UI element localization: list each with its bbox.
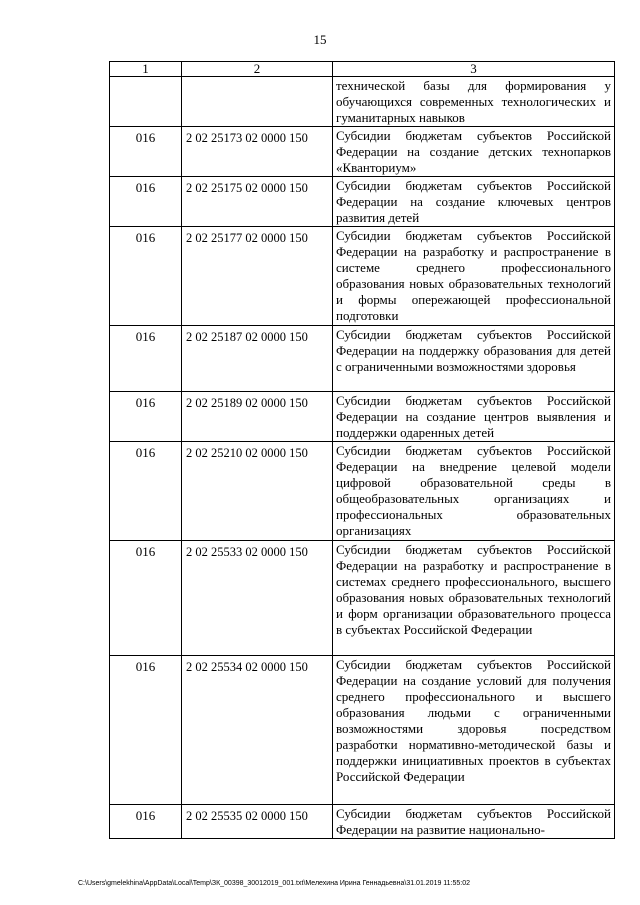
table-row <box>110 392 615 442</box>
budget-code-cell: 2 02 25189 02 0000 150 <box>182 392 333 442</box>
description-cell: Субсидии бюджетам субъектов Российской Федерации на создание детских технопарков «Кванториум» <box>333 127 615 177</box>
budget-code-cell: 2 02 25534 02 0000 150 <box>182 656 333 805</box>
table-row <box>110 127 615 177</box>
table-row <box>110 656 615 805</box>
description-cell: Субсидии бюджетам субъектов Российской Федерации на развитие национально- <box>333 805 615 839</box>
table-row <box>110 442 615 541</box>
column-header-1: 1 <box>110 62 182 77</box>
description-cell: Субсидии бюджетам субъектов Российской Федерации на создание условий для получения среднего профессионального и высшего образования людьми с ограниченными возможностями здоровья посредством разработки нормативно-методической базы и поддержки инициативных проектов в субъектах Российской Федерации <box>333 656 615 805</box>
table-row <box>110 541 615 656</box>
admin-code-cell: 016 <box>110 127 182 177</box>
budget-classification-table <box>109 61 615 839</box>
footer-file-path: C:\Users\gmelekhina\AppData\Local\Temp\ЗК_00398_30012019_001.txt\Мелехина Ирина Геннадьевна\31.01.2019 11:55:02 <box>78 880 471 887</box>
admin-code-cell: 016 <box>110 326 182 392</box>
budget-code-cell: 2 02 25187 02 0000 150 <box>182 326 333 392</box>
budget-code-cell: 2 02 25175 02 0000 150 <box>182 177 333 227</box>
page-number: 15 <box>313 32 327 47</box>
column-header-3: 3 <box>333 62 615 77</box>
table-row <box>110 805 615 839</box>
budget-code-cell: 2 02 25533 02 0000 150 <box>182 541 333 656</box>
description-cell: Субсидии бюджетам субъектов Российской Федерации на поддержку образования для детей с ограниченными возможностями здоровья <box>333 326 615 392</box>
budget-code-cell: 2 02 25210 02 0000 150 <box>182 442 333 541</box>
description-cell: Субсидии бюджетам субъектов Российской Федерации на разработку и распространение в системах среднего профессионального, высшего образования новых образовательных технологий и форм организации образовательного процесса в субъектах Российской Федерации <box>333 541 615 656</box>
admin-code-cell: 016 <box>110 177 182 227</box>
budget-code-cell <box>182 77 333 127</box>
budget-code-cell: 2 02 25177 02 0000 150 <box>182 227 333 326</box>
column-header-2: 2 <box>182 62 333 77</box>
budget-code-cell: 2 02 25173 02 0000 150 <box>182 127 333 177</box>
budget-code-cell: 2 02 25535 02 0000 150 <box>182 805 333 839</box>
admin-code-cell <box>110 77 182 127</box>
table-row <box>110 227 615 326</box>
admin-code-cell: 016 <box>110 227 182 326</box>
description-cell: Субсидии бюджетам субъектов Российской Федерации на разработку и распространение в системе среднего профессионального образования новых образовательных технологий и формы опережающей профессиональной подготовки <box>333 227 615 326</box>
description-cell: Субсидии бюджетам субъектов Российской Федерации на внедрение целевой модели цифровой образовательной среды в общеобразовательных организациях и профессиональных образовательных организациях <box>333 442 615 541</box>
description-cell: Субсидии бюджетам субъектов Российской Федерации на создание ключевых центров развития детей <box>333 177 615 227</box>
admin-code-cell: 016 <box>110 541 182 656</box>
admin-code-cell: 016 <box>110 656 182 805</box>
description-cell: технической базы для формирования у обучающихся современных технологических и гуманитарных навыков <box>333 77 615 127</box>
table-row <box>110 177 615 227</box>
admin-code-cell: 016 <box>110 442 182 541</box>
admin-code-cell: 016 <box>110 392 182 442</box>
admin-code-cell: 016 <box>110 805 182 839</box>
table-header-row <box>110 62 615 77</box>
description-cell: Субсидии бюджетам субъектов Российской Федерации на создание центров выявления и поддержки одаренных детей <box>333 392 615 442</box>
table-row <box>110 326 615 392</box>
table-row <box>110 77 615 127</box>
